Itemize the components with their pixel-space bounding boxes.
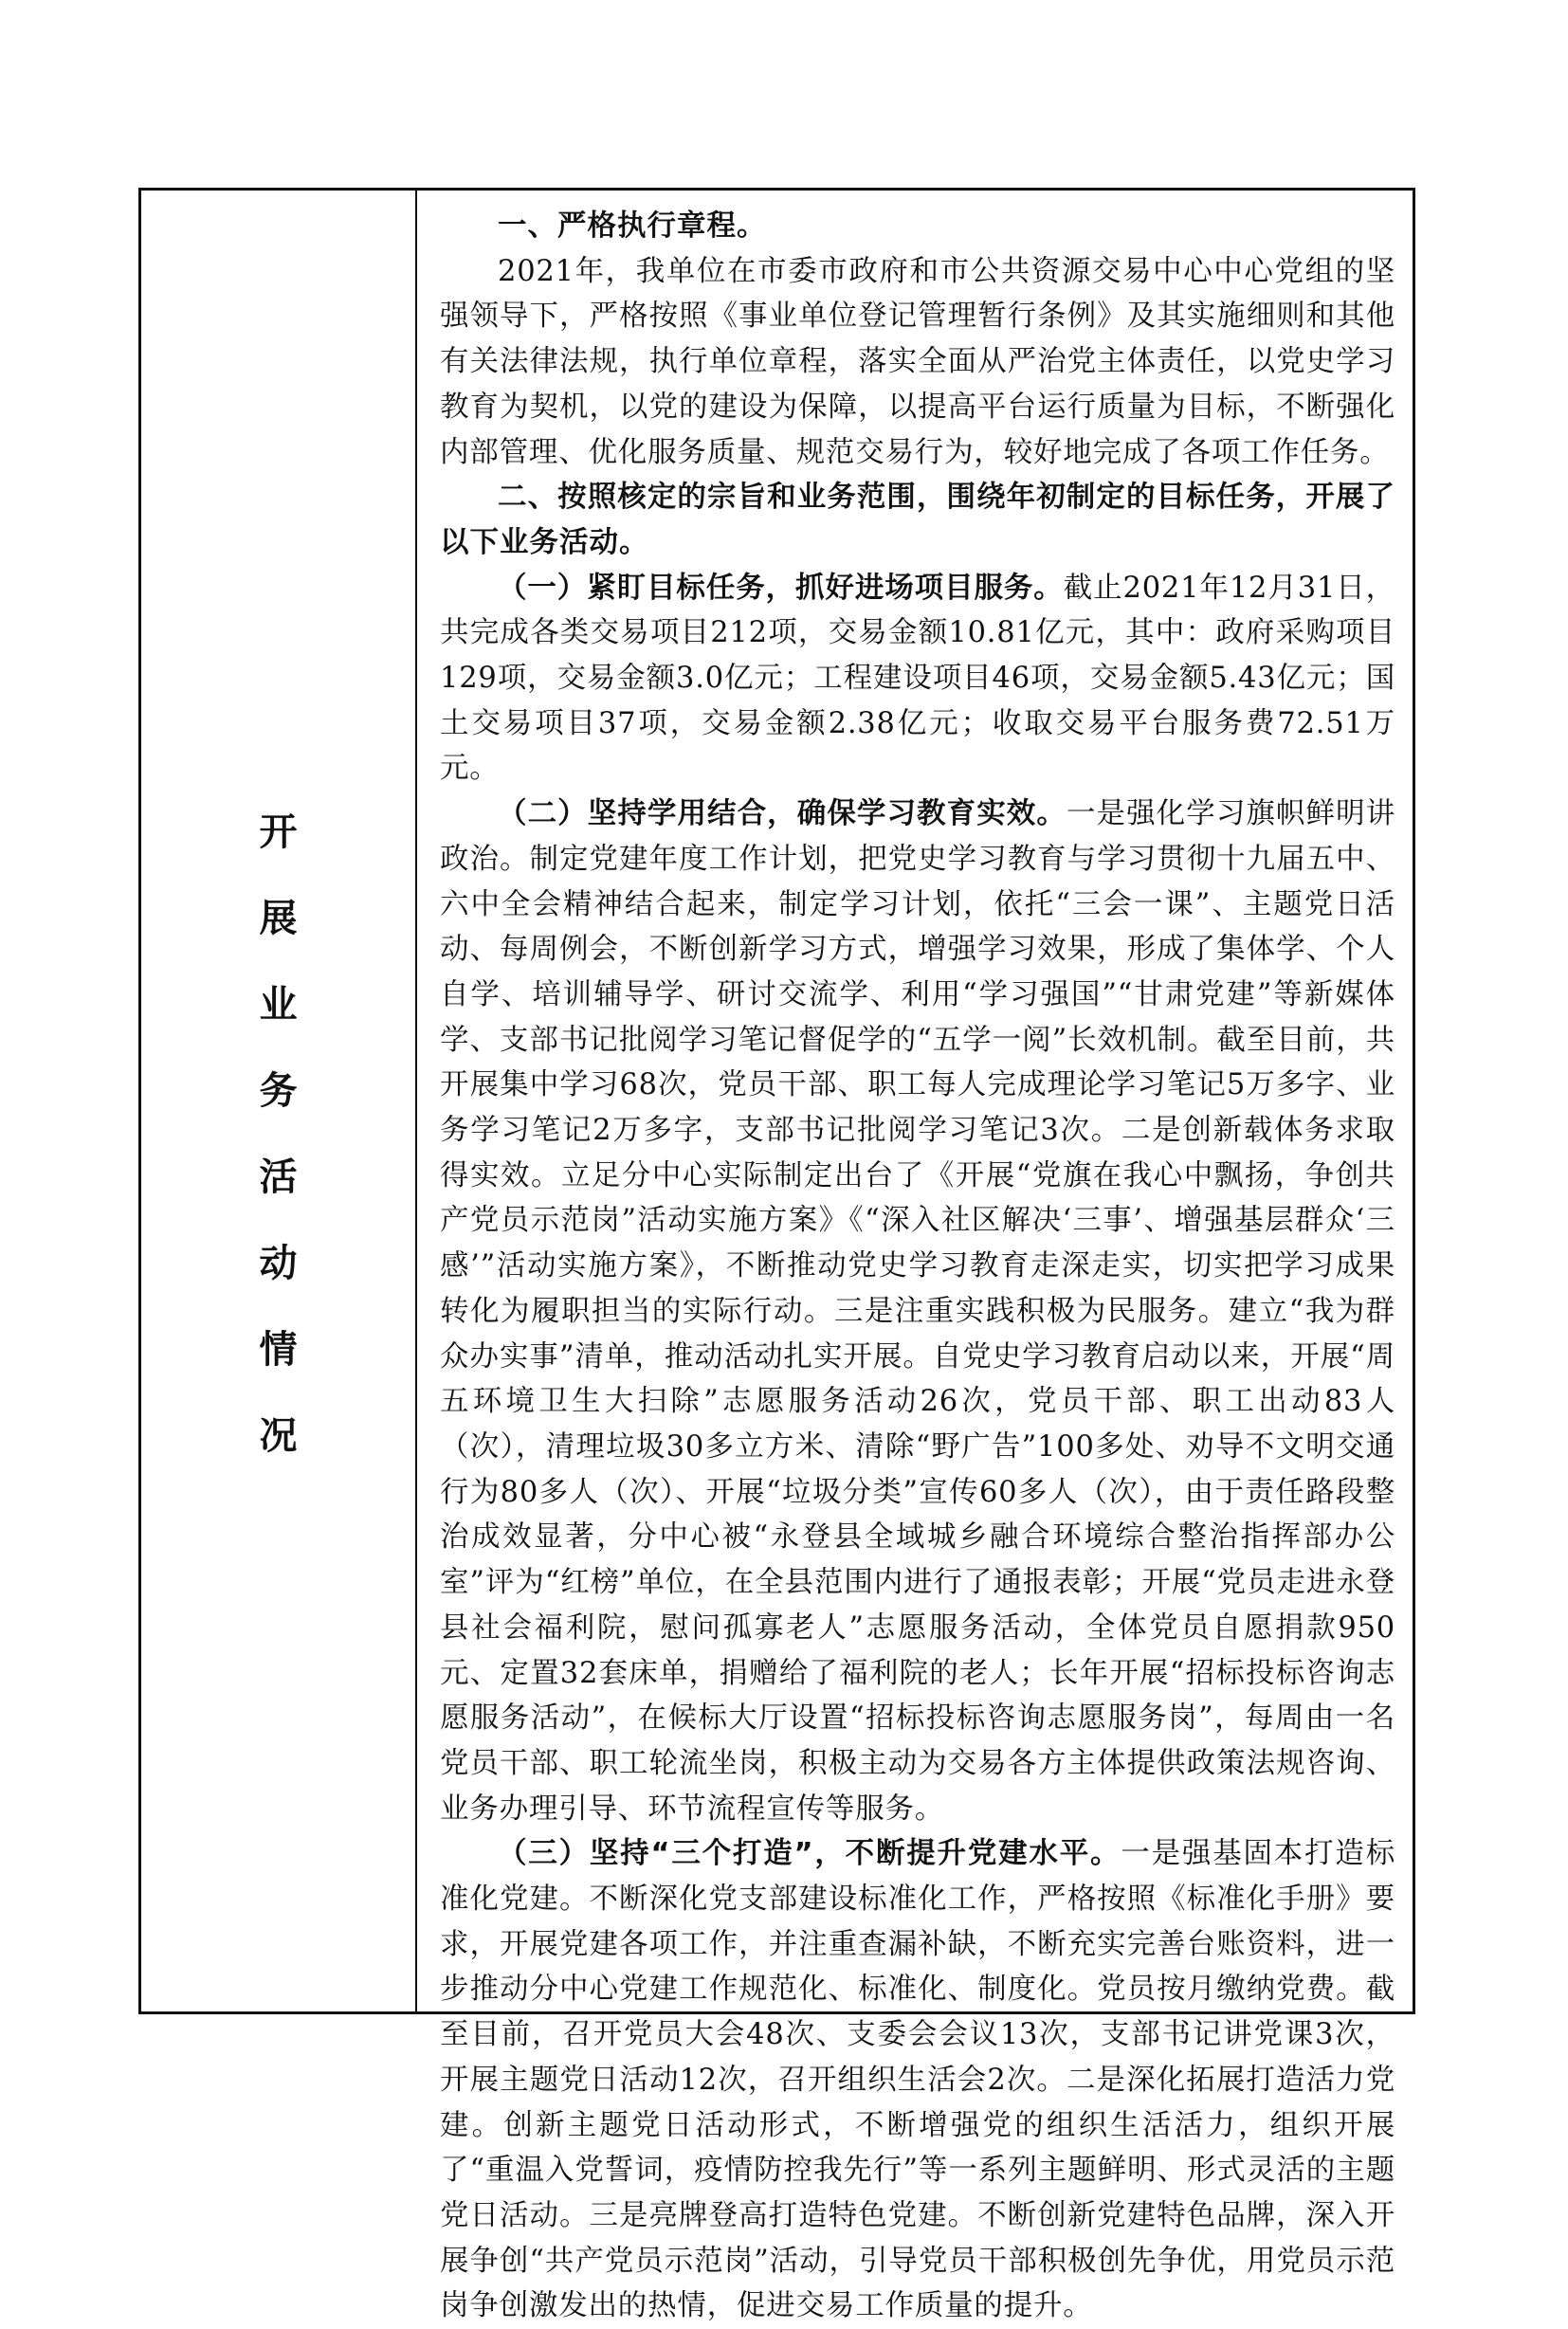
section-1-body: 截止2021年12月31日，共完成各类交易项目212项，交易金额10.81亿元，其中：政府采购项目129项，交易金额3.0亿元；工程建设项目46项，交易金额5.43亿元；国土交易项目37项，交易金额2.38亿元；收取交易平台服务费72.51万元。 (440, 571, 1395, 786)
section-3-title: （三）坚持“三个打造”，不断提升党建水平。 (498, 1837, 1121, 1871)
paragraph-1: 2021年，我单位在市委市政府和市公共资源交易中心中心党组的坚强领导下，严格按照《事业单位登记管理暂行条例》及其实施细则和其他有关法律法规，执行单位章程，落实全面从严治党主体责任，以党史学习教育为契机，以党的建设为保障，以提高平台运行质量为目标，不断强化内部管理、优化服务质量、规范交易行为，较好地完成了各项工作任务。 (440, 254, 1395, 469)
section-1-title: （一）紧盯目标任务，抓好进场项目服务。 (498, 571, 1064, 605)
label-char: 展 (259, 896, 298, 940)
report-table (138, 188, 1415, 2323)
section-2-body: 一是强化学习旗帜鲜明讲政治。制定党建年度工作计划，把党史学习教育与学习贯彻十九届五中、六中全会精神结合起来，制定学习计划，依托“三会一课”、主题党日活动、每周例会，不断创新学习方式，增强学习效果，形成了集体学、个人自学、培训辅导学、研讨交流学、利用“学习强国”“甘肃党建”等新媒体学、支部书记批阅学习笔记督促学的“五学一阅”长效机制。截至目前，共开展集中学习68次，党员干部、职工每人完成理论学习笔记5万多字、业务学习笔记2万多字，支部书记批阅学习笔记3次。二是创新载体务求取得实效。立足分中心实际制定出台了《开展“党旗在我心中飘扬，争创共产党员示范岗”活动实施方案》《“深入社区解决‘三事’、增强基层群众‘三感’”活动实施方案》，不断推动党史学习教育走深走实，切实把学习成果转化为履职担当的实际行动。三是注重实践积极为民服务。建立“我为群众办实事”清单，推动活动扎实开展。自党史学习教育启动以来，开展“周五环境卫生大扫除”志愿服务活动26次，党员干部、职工出动83人（次），清理垃圾30多立方米、清除“野广告”100多处、劝导不文明交通行为80多人（次）、开展“垃圾分类”宣传60多人（次），由于责任路段整治成效显著，分中心被“永登县全域城乡融合环境综合整治指挥部办公室”评为“红榜”单位，在全县范围内进行了通报表彰；开展“党员走进永登县社会福利院，慰问孤寡老人”志愿服务活动，全体党员自愿捐款950元、定置32套床单，捐赠给了福利院的老人；长年开展“招标投标咨询志愿服务活动”，在候标大厅设置“招标投标咨询志愿服务岗”，每周由一名党员干部、职工轮流坐岗，积极主动为交易各方主体提供政策法规咨询、业务办理引导、环节流程宣传等服务。 (440, 797, 1395, 1826)
section-1 (440, 566, 1395, 792)
section-2 (440, 791, 1395, 1831)
content-cell (417, 191, 1413, 2323)
section-2-title: （二）坚持学用结合，确保学习教育实效。 (498, 797, 1067, 831)
label-char: 活 (259, 1155, 298, 1199)
label-char: 务 (259, 1068, 298, 1113)
label-char: 情 (259, 1327, 298, 1372)
label-char: 业 (259, 982, 298, 1027)
section-label-cell (141, 191, 417, 2011)
label-char: 开 (259, 810, 298, 854)
section-3 (440, 1831, 1395, 2329)
label-char: 况 (259, 1413, 298, 1458)
section-3-body: 一是强基固本打造标准化党建。不断深化党支部建设标准化工作，严格按照《标准化手册》要求，开展党建各项工作，并注重查漏补缺，不断充实完善台账资料，进一步推动分中心党建工作规范化、标准化、制度化。党员按月缴纳党费。截至目前，召开党员大会48次、支委会会议13次，支部书记讲党课3次，开展主题党日活动12次，召开组织生活会2次。二是深化拓展打造活力党建。创新主题党日活动形式，不断增强党的组织生活活力，组织开展了“重温入党誓词，疫情防控我先行”等一系列主题鲜明、形式灵活的主题党日活动。三是亮牌登高打造特色党建。不断创新党建特色品牌，深入开展争创“共产党员示范岗”活动，引导党员干部积极创先争优，用党员示范岗争创激发出的热情，促进交易工作质量的提升。 (440, 1837, 1396, 2323)
heading-2: 二、按照核定的宗旨和业务范围，围绕年初制定的目标任务，开展了以下业务活动。 (440, 481, 1395, 559)
label-char: 动 (259, 1241, 298, 1285)
heading-1: 一、严格执行章程。 (498, 209, 767, 243)
